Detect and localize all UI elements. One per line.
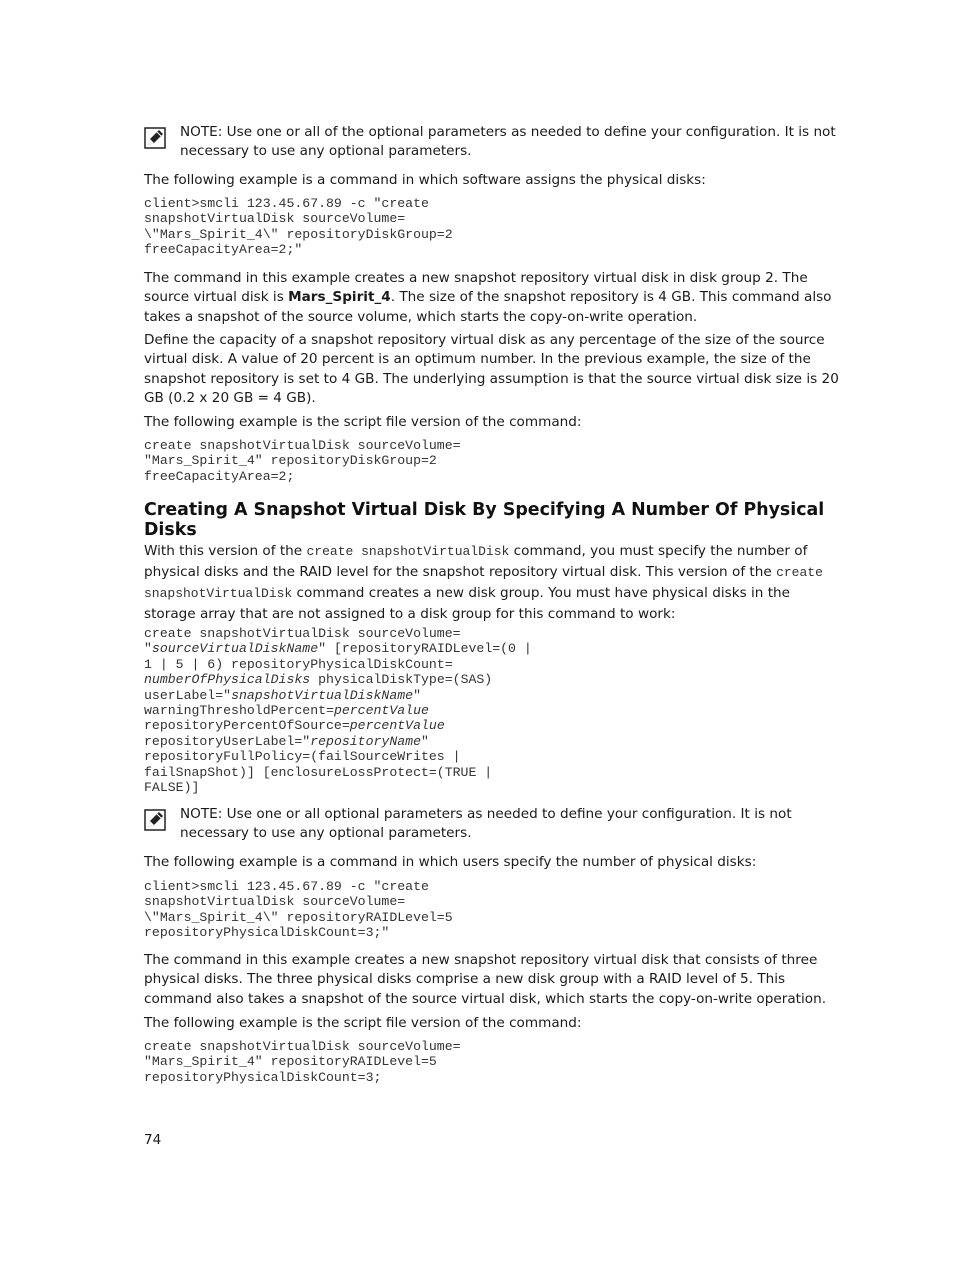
paragraph: The following example is the script file version of the command:	[144, 1015, 582, 1031]
code-placeholder: sourceVirtualDiskName	[151, 641, 319, 657]
section-heading: Creating A Snapshot Virtual Disk By Specifying A Number Of Physical Disks	[144, 500, 825, 540]
code-block: create snapshotVirtualDisk sourceVolume= "Mars_Spirit_4" repositoryDiskGroup=2 freeCapacityArea=2;	[144, 438, 461, 484]
note-body: Use one or all of the optional parameters as needed to define your configuration. It is not necessary to use any optional parameters.	[180, 124, 836, 160]
bold-term: Mars_Spirit_4	[288, 289, 391, 306]
code-block: client>smcli 123.45.67.89 -c "create snapshotVirtualDisk sourceVolume= \"Mars_Spirit_4\" repositoryDiskGroup=2 freeCapacityArea=2;"	[144, 196, 453, 258]
paragraph: The command in this example creates a new snapshot repository virtual disk that consists of three physical disks. The three physical disks comprise a new disk group with a RAID level of 5. This command also takes a snapshot of the source virtual disk, which starts the copy-on-write operation.	[144, 952, 827, 1007]
code-text: warningThresholdPercent=	[144, 703, 334, 719]
code-text: "	[144, 641, 152, 657]
code-text: userLabel="	[144, 687, 232, 703]
code-line: failSnapShot)] [enclosureLossProtect=(TRUE |	[144, 764, 493, 780]
code-text: repositoryUserLabel="	[144, 733, 311, 749]
code-line: FALSE)]	[144, 780, 200, 796]
paragraph	[144, 269, 844, 327]
code-text: repositoryPercentOfSource=	[144, 718, 350, 734]
paragraph: The following example is a command in which software assigns the physical disks:	[144, 172, 706, 188]
page-number: 74	[144, 1132, 162, 1148]
pencil-note-icon	[144, 127, 166, 149]
code-placeholder: snapshotVirtualDiskName	[231, 687, 414, 703]
pencil-note-icon	[144, 809, 166, 831]
code-text: "	[413, 687, 422, 703]
paragraph	[144, 541, 844, 624]
paragraph: The following example is the script file version of the command:	[144, 414, 582, 430]
code-line: create snapshotVirtualDisk sourceVolume=	[144, 626, 461, 641]
code-placeholder: percentValue	[333, 703, 429, 719]
paragraph: Define the capacity of a snapshot repository virtual disk as any percentage of the size of the source virtual disk. A value of 20 percent is an optimum number. In the previous example, the size of the snapshot repository is set to 4 GB. The underlying assumption is that the source virtual disk size is 20 GB (0.2 x 20 GB = 4 GB).	[144, 332, 839, 406]
note-label: NOTE:	[180, 124, 223, 140]
code-text: physicalDiskType=(SAS)	[310, 672, 493, 688]
inline-code: create snapshotVirtualDisk	[306, 544, 510, 559]
code-text: " [repositoryRAIDLevel=(0 |	[318, 641, 532, 657]
paragraph-text: With this version of the	[144, 543, 307, 559]
inline-code: create snapshotVirtualDisk	[144, 565, 823, 601]
code-placeholder: repositoryName	[310, 733, 421, 749]
note-text	[180, 805, 840, 844]
paragraph: The following example is a command in which users specify the number of physical disks:	[144, 854, 757, 870]
code-line: repositoryFullPolicy=(failSourceWrites |	[144, 749, 461, 765]
note-text	[180, 123, 840, 162]
code-placeholder: numberOfPhysicalDisks	[144, 672, 311, 688]
paragraph-text: . The size of the snapshot repository is 4 GB. This command also takes a snapshot of the source volume, which starts the copy-on-write operation.	[144, 289, 832, 325]
code-block-syntax	[144, 626, 532, 795]
code-text: "	[421, 733, 429, 749]
code-block: client>smcli 123.45.67.89 -c "create snapshotVirtualDisk sourceVolume= \"Mars_Spirit_4\" repositoryRAIDLevel=5 repositoryPhysicalDiskCount=3;"	[144, 879, 453, 941]
code-placeholder: percentValue	[349, 718, 445, 734]
code-line: 1 | 5 | 6) repositoryPhysicalDiskCount=	[144, 656, 453, 672]
code-block: create snapshotVirtualDisk sourceVolume= "Mars_Spirit_4" repositoryRAIDLevel=5 repositoryPhysicalDiskCount=3;	[144, 1039, 461, 1085]
paragraph-text: command creates a new disk group. You must have physical disks in the storage array that are not assigned to a disk group for this command to work:	[144, 585, 791, 622]
note-label: NOTE:	[180, 806, 223, 822]
paragraph-text: command, you must specify the number of physical disks and the RAID level for the snapshot repository virtual disk. This version of the	[144, 543, 808, 580]
paragraph-text: The command in this example creates a new snapshot repository virtual disk in disk group 2. The source virtual disk is	[144, 270, 808, 306]
note-body: Use one or all optional parameters as needed to define your configuration. It is not necessary to use any optional parameters.	[180, 806, 792, 842]
